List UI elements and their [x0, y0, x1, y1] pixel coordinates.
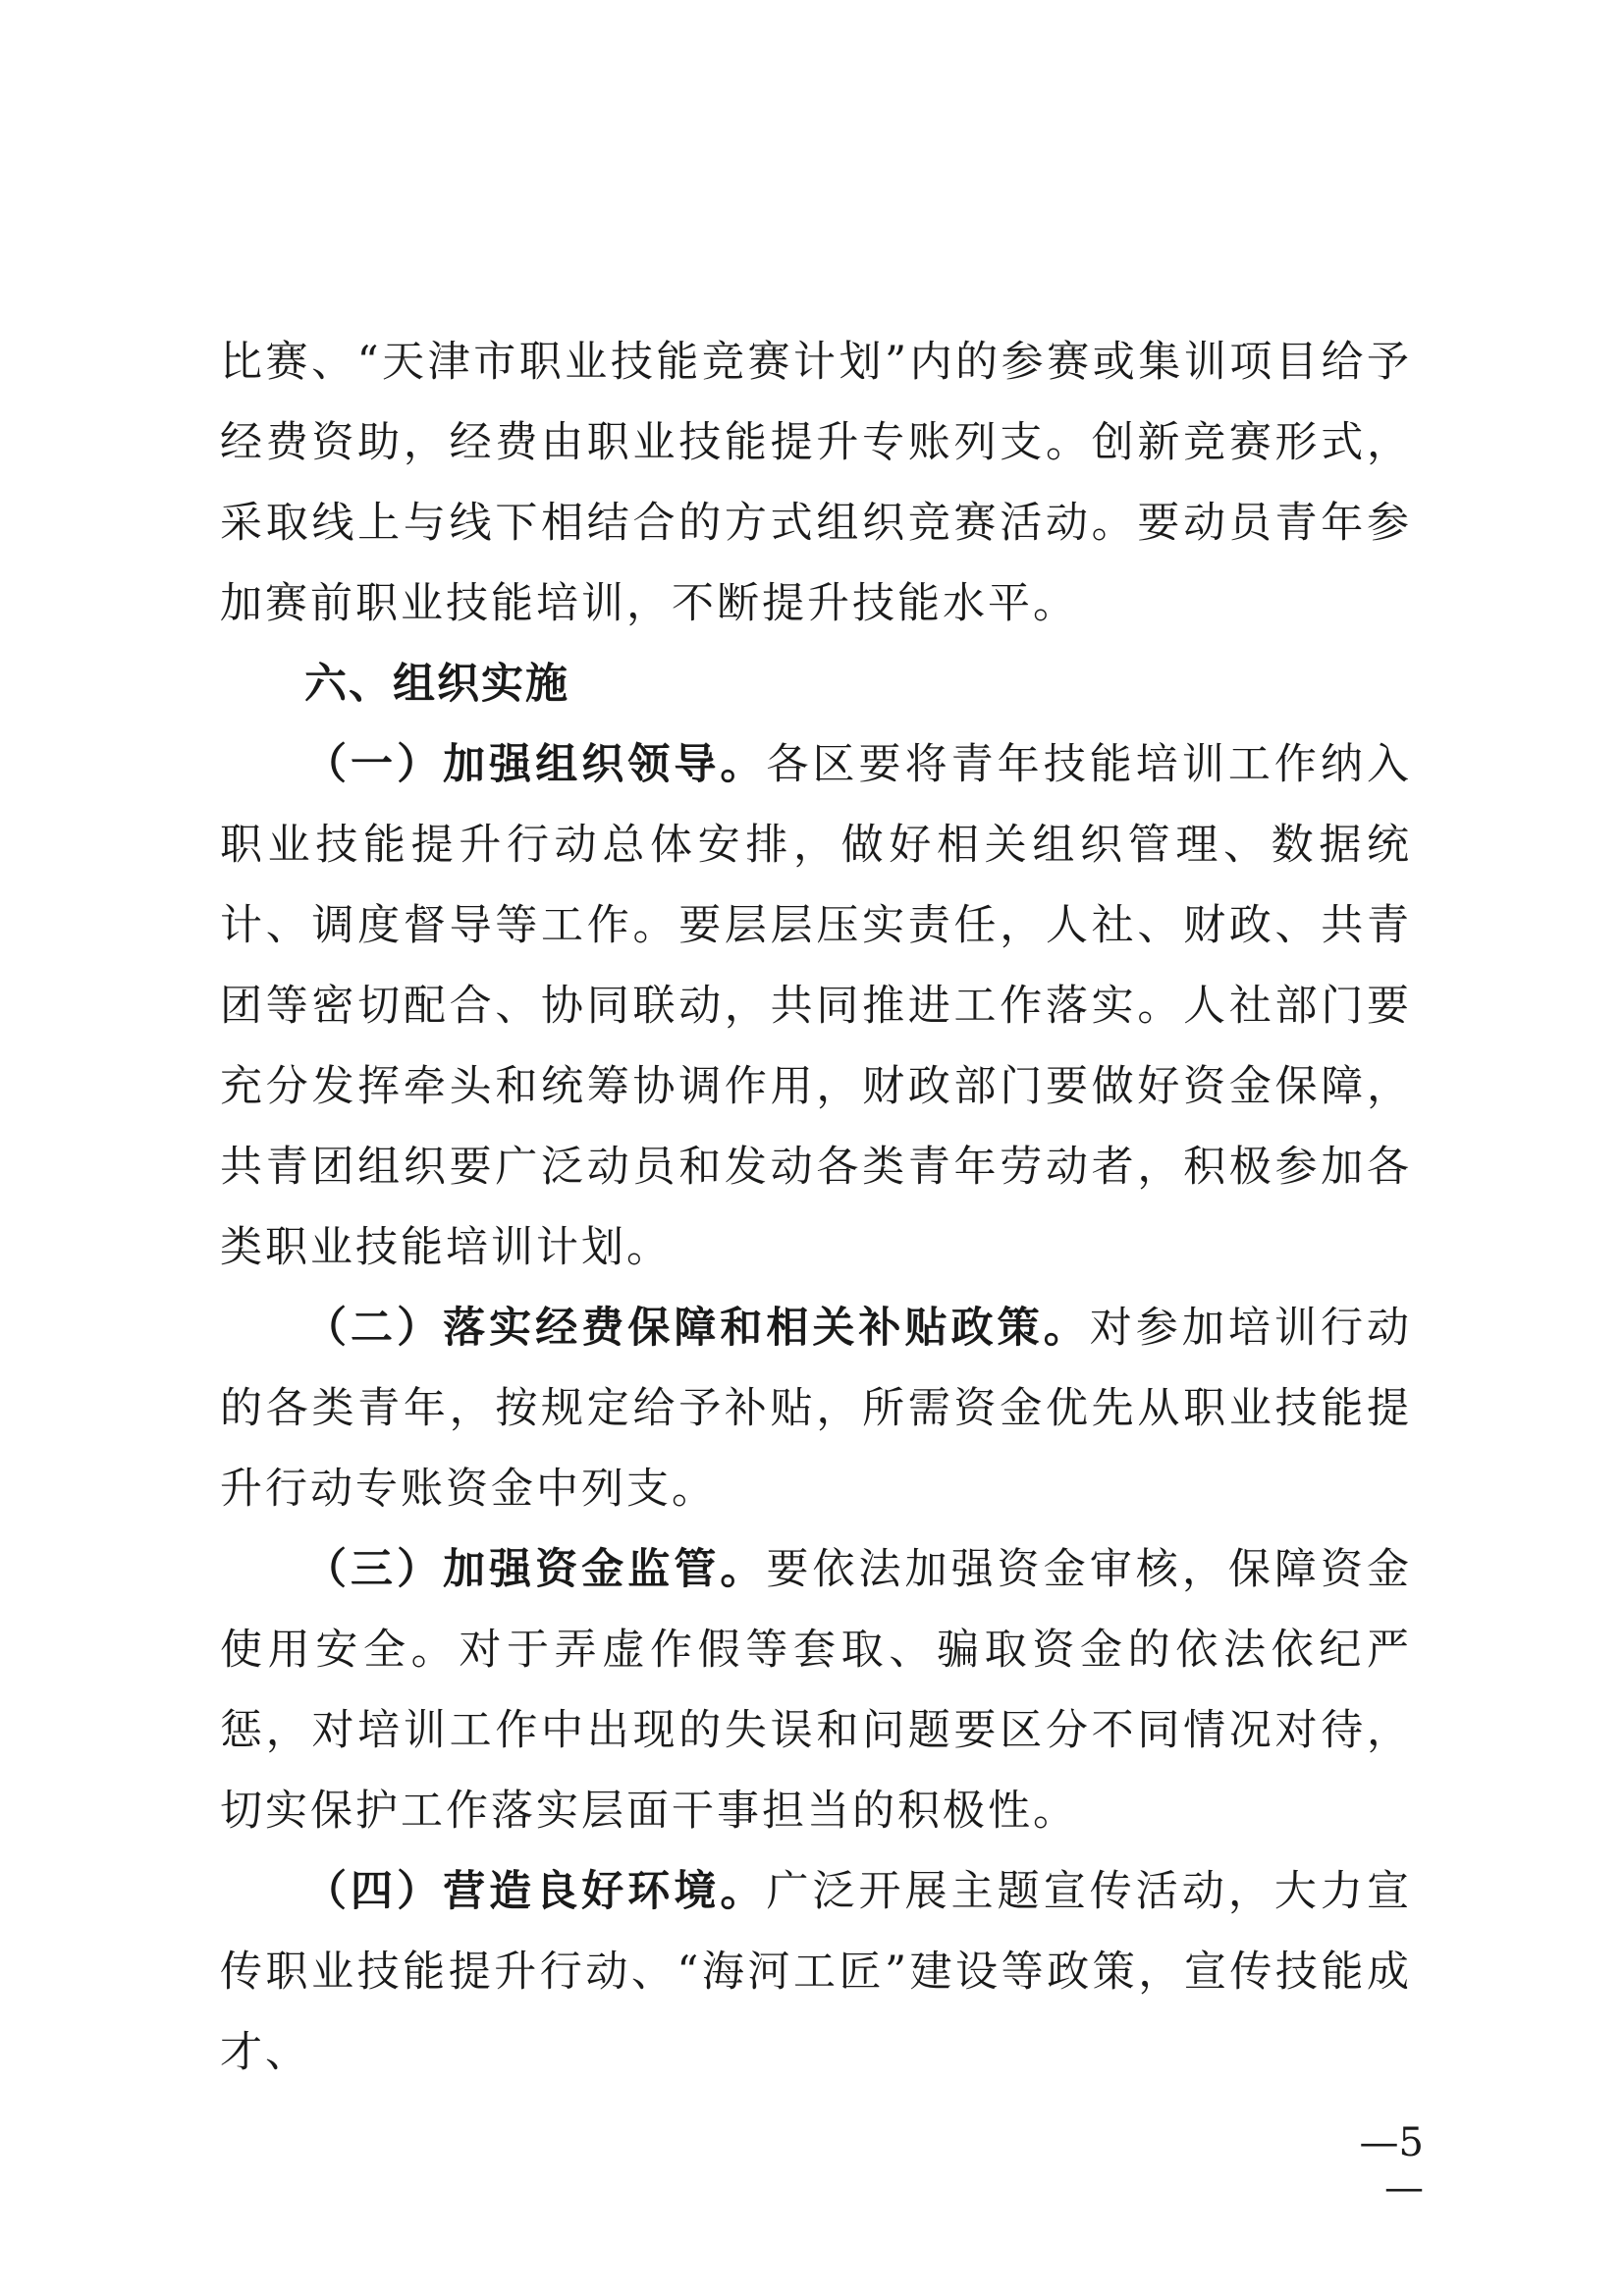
subsection-3 [220, 1529, 1412, 1851]
subsection-title: （四）营造良好环境。 [304, 1867, 767, 1916]
page-number: —5— [1359, 2120, 1424, 2211]
subsection-text: 广泛开展主题宣传活动，大力宣传职业技能提升行动、“海河工匠”建设等政策，宣传技能成才、 [220, 1867, 1413, 2077]
subsection-4 [220, 1851, 1412, 2093]
subsection-text: 各区要将青年技能培训工作纳入职业技能提升行动总体安排，做好相关组织管理、数据统计、调度督导等工作。要层层压实责任，人社、财政、共青团等密切配合、协同联动，共同推进工作落实。人社部门要充分发挥牵头和统筹协调作用，财政部门要做好资金保障，共青团组织要广泛动员和发动各类青年劳动者，积极参加各类职业技能培训计划。 [220, 740, 1413, 1272]
subsection-text: 要依法加强资金审核，保障资金使用安全。对于弄虚作假等套取、骗取资金的依法依纪严惩，对培训工作中出现的失误和问题要区分不同情况对待，切实保护工作落实层面干事担当的积极性。 [220, 1545, 1413, 1836]
subsection-2 [220, 1288, 1412, 1529]
subsection-1 [220, 724, 1412, 1288]
document-body [220, 322, 1412, 2093]
section-heading: 六、组织实施 [304, 660, 569, 709]
subsection-text: 对参加培训行动的各类青年，按规定给予补贴，所需资金优先从职业技能提升行动专账资金中列支。 [220, 1304, 1413, 1514]
subsection-title: （三）加强资金监管。 [304, 1545, 767, 1594]
subsection-title: （二）落实经费保障和相关补贴政策。 [304, 1304, 1090, 1353]
paragraph-text: 比赛、“天津市职业技能竞赛计划”内的参赛或集训项目给予经费资助，经费由职业技能提升专账列支。创新竞赛形式，采取线上与线下相结合的方式组织竞赛活动。要动员青年参加赛前职业技能培训，不断提升技能水平。 [220, 338, 1412, 628]
subsection-title: （一）加强组织领导。 [304, 740, 767, 789]
continued-paragraph [220, 322, 1412, 644]
